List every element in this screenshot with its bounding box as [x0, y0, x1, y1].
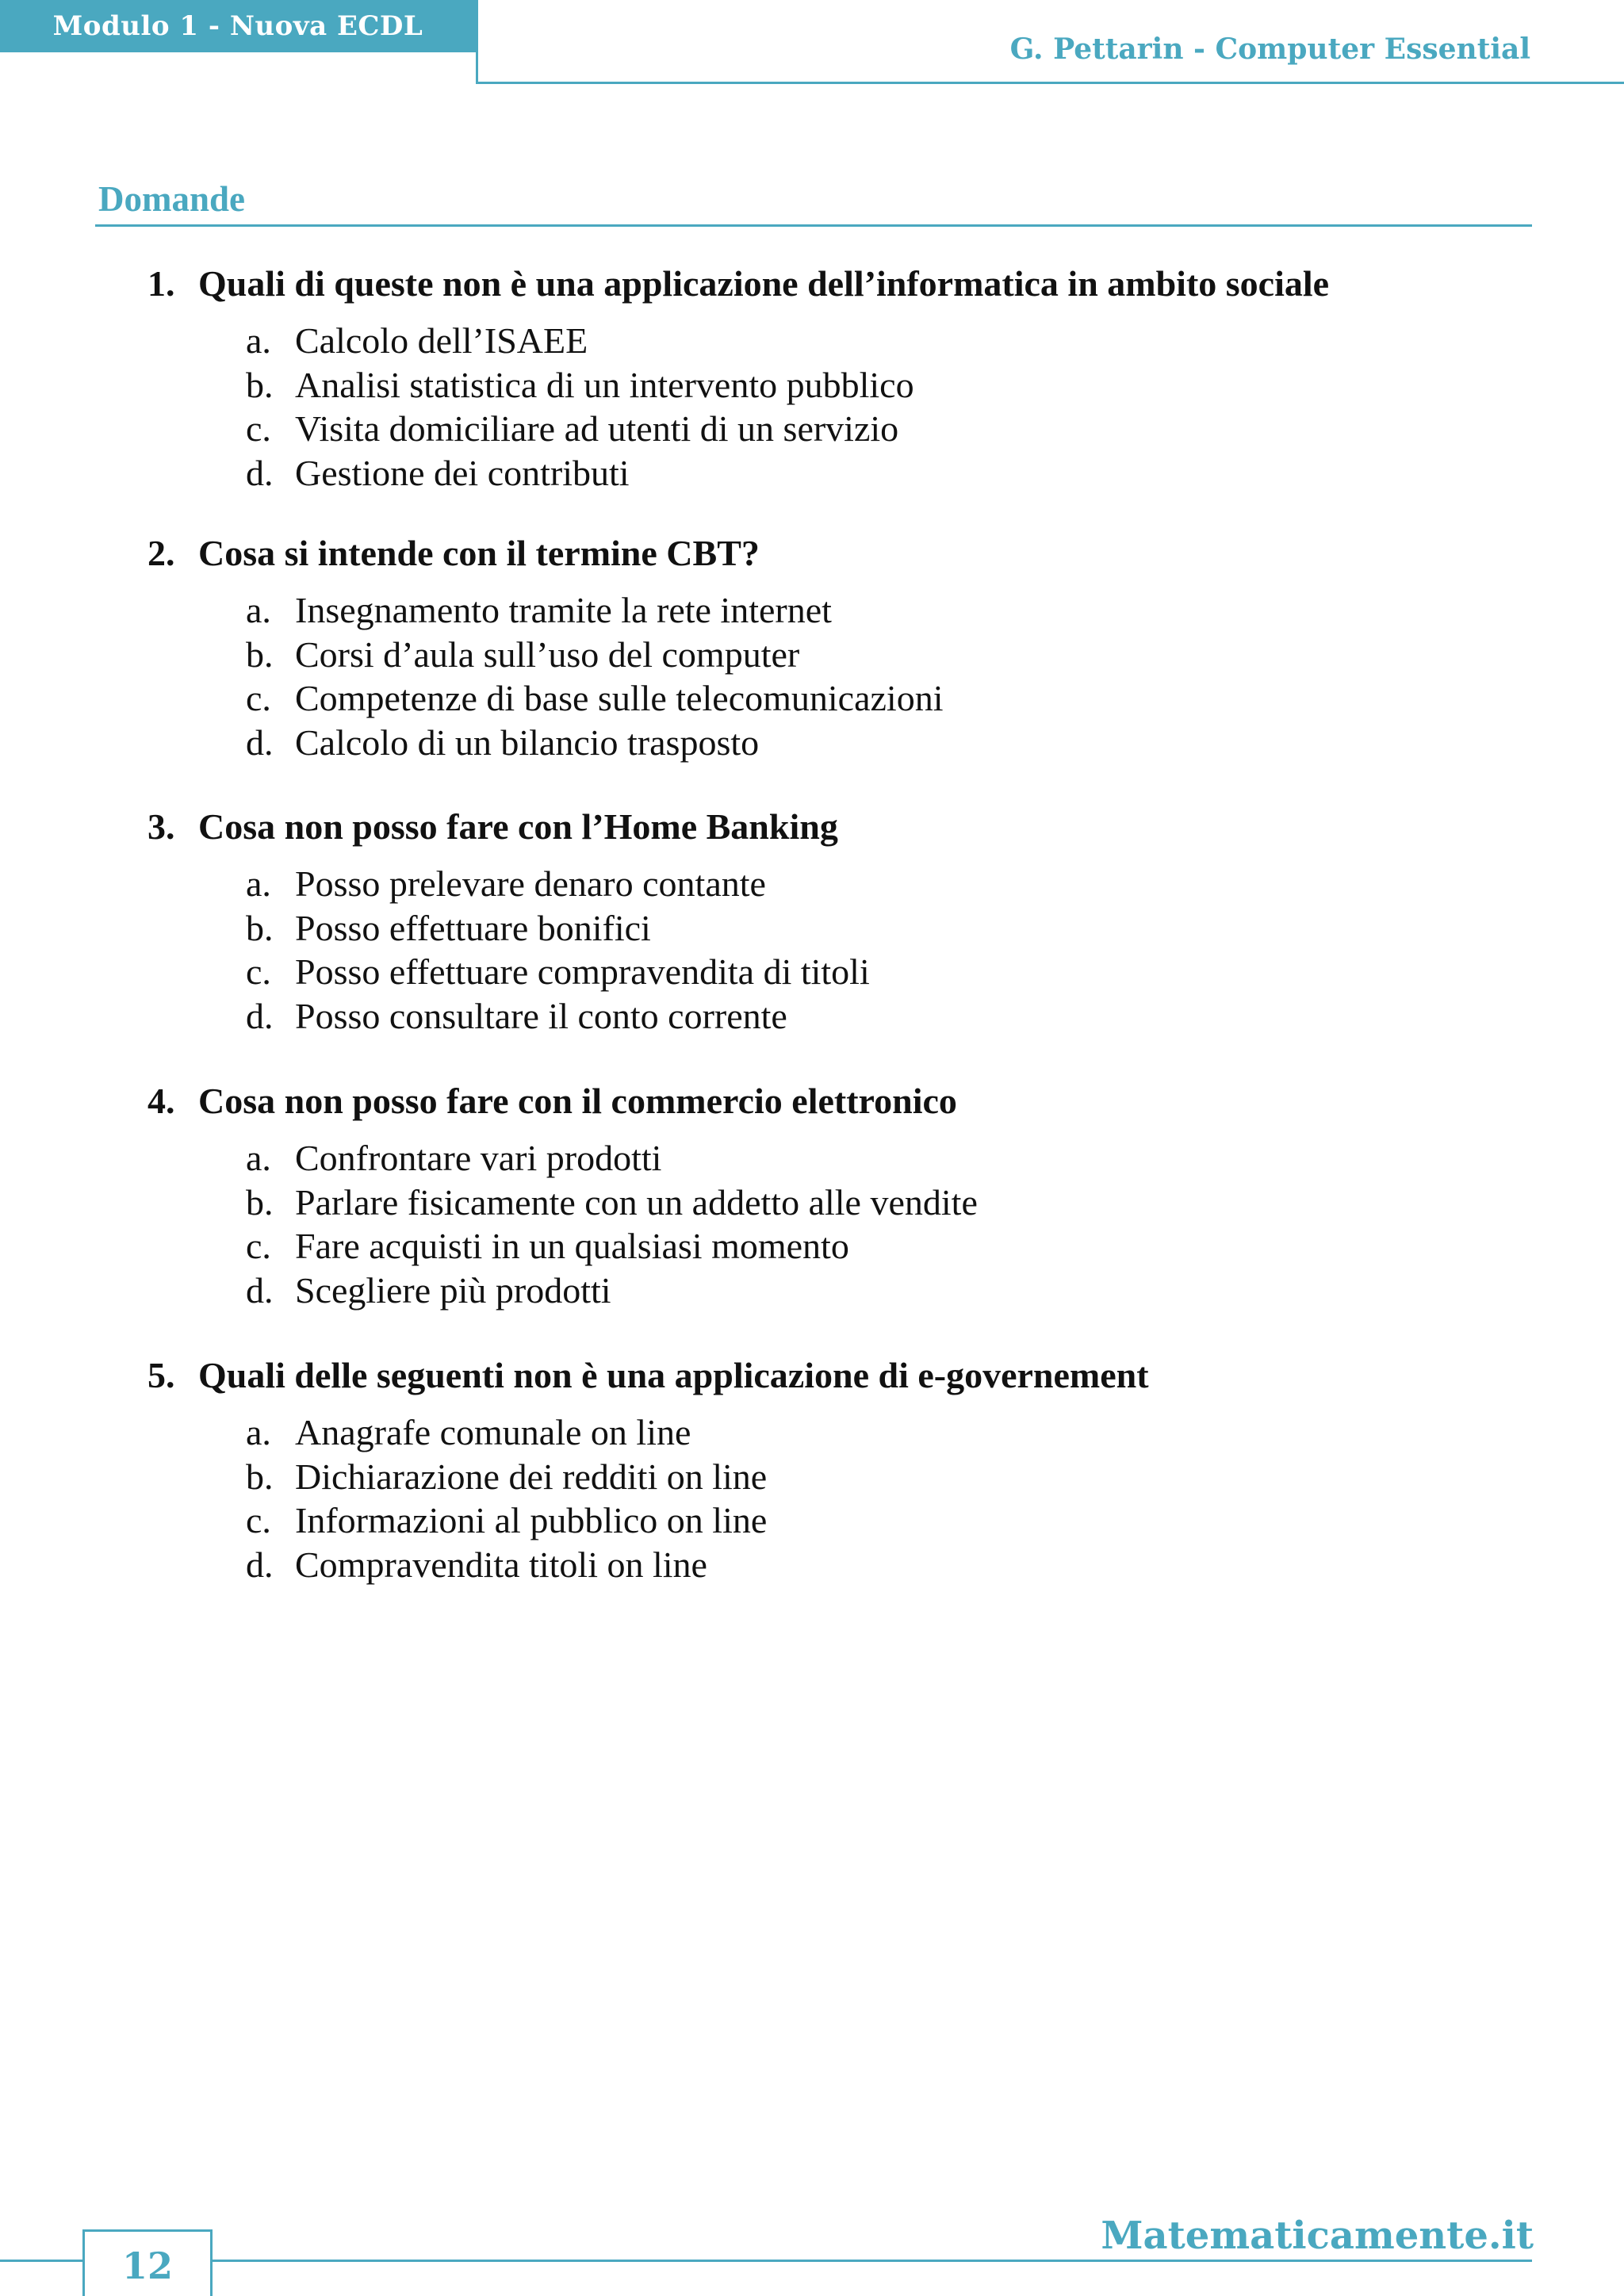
answer-list: [147, 862, 1543, 1038]
question-number: 4.: [147, 1081, 175, 1121]
answer-option: [147, 633, 1543, 677]
answer-text: Fare acquisti in un qualsiasi momento: [295, 1226, 849, 1266]
question-text: Quali delle seguenti non è una applicazione di e-governement: [198, 1355, 1149, 1395]
question-title: [147, 803, 1543, 851]
question-number: 1.: [147, 263, 175, 304]
question-text: Quali di queste non è una applicazione dell’informatica in ambito sociale: [198, 263, 1330, 304]
answer-text: Gestione dei contributi: [295, 452, 630, 493]
answer-text: Competenze di base sulle telecomunicazioni: [295, 678, 944, 718]
answer-letter: c.: [246, 408, 271, 449]
answer-option: [147, 950, 1543, 994]
footer-divider-left: [0, 2260, 82, 2262]
answer-text: Posso prelevare denaro contante: [295, 863, 766, 904]
answer-option: [147, 1498, 1543, 1543]
answer-option: [147, 1410, 1543, 1455]
answer-letter: b.: [246, 633, 274, 675]
answer-option: [147, 1224, 1543, 1269]
question-title: [147, 260, 1543, 308]
author-title: G. Pettarin - Computer Essential: [1009, 33, 1530, 66]
answer-option: [147, 588, 1543, 633]
question-title: [147, 1352, 1543, 1399]
section-title: Domande: [98, 179, 246, 219]
answer-text: Anagrafe comunale on line: [295, 1412, 691, 1452]
answer-option: [147, 363, 1543, 408]
answer-text: Confrontare vari prodotti: [295, 1138, 662, 1178]
answer-text: Posso effettuare bonifici: [295, 907, 651, 948]
question-title: [147, 530, 1543, 577]
answer-option: [147, 1181, 1543, 1225]
answer-text: Corsi d’aula sull’uso del computer: [295, 633, 800, 675]
question-4: [147, 1077, 1543, 1312]
question-text: Cosa non posso fare con l’Home Banking: [198, 806, 838, 847]
answer-letter: a.: [246, 1138, 271, 1178]
answer-list: [147, 588, 1543, 764]
answer-option: [147, 906, 1543, 951]
answer-text: Analisi statistica di un intervento pubblico: [295, 364, 914, 405]
question-number: 5.: [147, 1355, 175, 1395]
answer-option: [147, 1455, 1543, 1499]
answer-letter: d.: [246, 1269, 274, 1311]
answer-text: Parlare fisicamente con un addetto alle vendite: [295, 1181, 978, 1223]
footer-divider-right: [213, 2260, 1532, 2262]
answer-letter: a.: [246, 1412, 271, 1452]
answer-letter: d.: [246, 721, 274, 763]
answer-letter: c.: [246, 951, 271, 992]
section-divider: [95, 224, 1532, 227]
answer-letter: b.: [246, 1181, 274, 1223]
answer-letter: b.: [246, 1456, 274, 1497]
question-3: [147, 803, 1543, 1038]
answer-text: Informazioni al pubblico on line: [295, 1500, 768, 1540]
page-number: 12: [121, 2244, 173, 2287]
answer-letter: d.: [246, 1544, 274, 1585]
question-number: 2.: [147, 533, 175, 573]
question-5: [147, 1352, 1543, 1586]
header-divider-vertical: [476, 0, 478, 84]
answer-letter: c.: [246, 1226, 271, 1266]
answer-text: Posso consultare il conto corrente: [295, 995, 787, 1036]
question-1: [147, 260, 1543, 495]
answer-letter: a.: [246, 863, 271, 904]
answer-option: [147, 676, 1543, 721]
answer-letter: a.: [246, 320, 271, 361]
answer-option: [147, 1136, 1543, 1181]
answer-letter: c.: [246, 678, 271, 718]
answer-option: [147, 451, 1543, 496]
answer-list: [147, 1136, 1543, 1312]
answer-option: [147, 319, 1543, 363]
module-label: Modulo 1 - Nuova ECDL: [0, 0, 476, 52]
answer-text: Scegliere più prodotti: [295, 1269, 611, 1311]
answer-letter: b.: [246, 364, 274, 405]
answer-letter: d.: [246, 995, 274, 1036]
question-text: Cosa si intende con il termine CBT?: [198, 533, 760, 573]
footer-brand: Matematicamente.it: [1101, 2214, 1534, 2258]
question-2: [147, 530, 1543, 764]
answer-option: [147, 994, 1543, 1039]
question-text: Cosa non posso fare con il commercio elettronico: [198, 1081, 957, 1121]
answer-list: [147, 1410, 1543, 1586]
answer-letter: d.: [246, 452, 274, 493]
answer-letter: a.: [246, 590, 271, 630]
answer-text: Insegnamento tramite la rete internet: [295, 590, 832, 630]
answer-option: [147, 721, 1543, 765]
answer-option: [147, 1269, 1543, 1313]
answer-option: [147, 862, 1543, 906]
answer-list: [147, 319, 1543, 495]
question-number: 3.: [147, 806, 175, 847]
answer-letter: c.: [246, 1500, 271, 1540]
answer-text: Dichiarazione dei redditi on line: [295, 1456, 768, 1497]
answer-text: Calcolo di un bilancio trasposto: [295, 721, 760, 763]
answer-text: Compravendita titoli on line: [295, 1544, 707, 1585]
answer-text: Posso effettuare compravendita di titoli: [295, 951, 870, 992]
answer-letter: b.: [246, 907, 274, 948]
answer-option: [147, 1543, 1543, 1587]
answer-text: Calcolo dell’ISAEE: [295, 320, 588, 361]
answer-option: [147, 407, 1543, 451]
header-divider-horizontal: [476, 82, 1624, 84]
question-title: [147, 1077, 1543, 1125]
answer-text: Visita domiciliare ad utenti di un servizio: [295, 408, 899, 449]
